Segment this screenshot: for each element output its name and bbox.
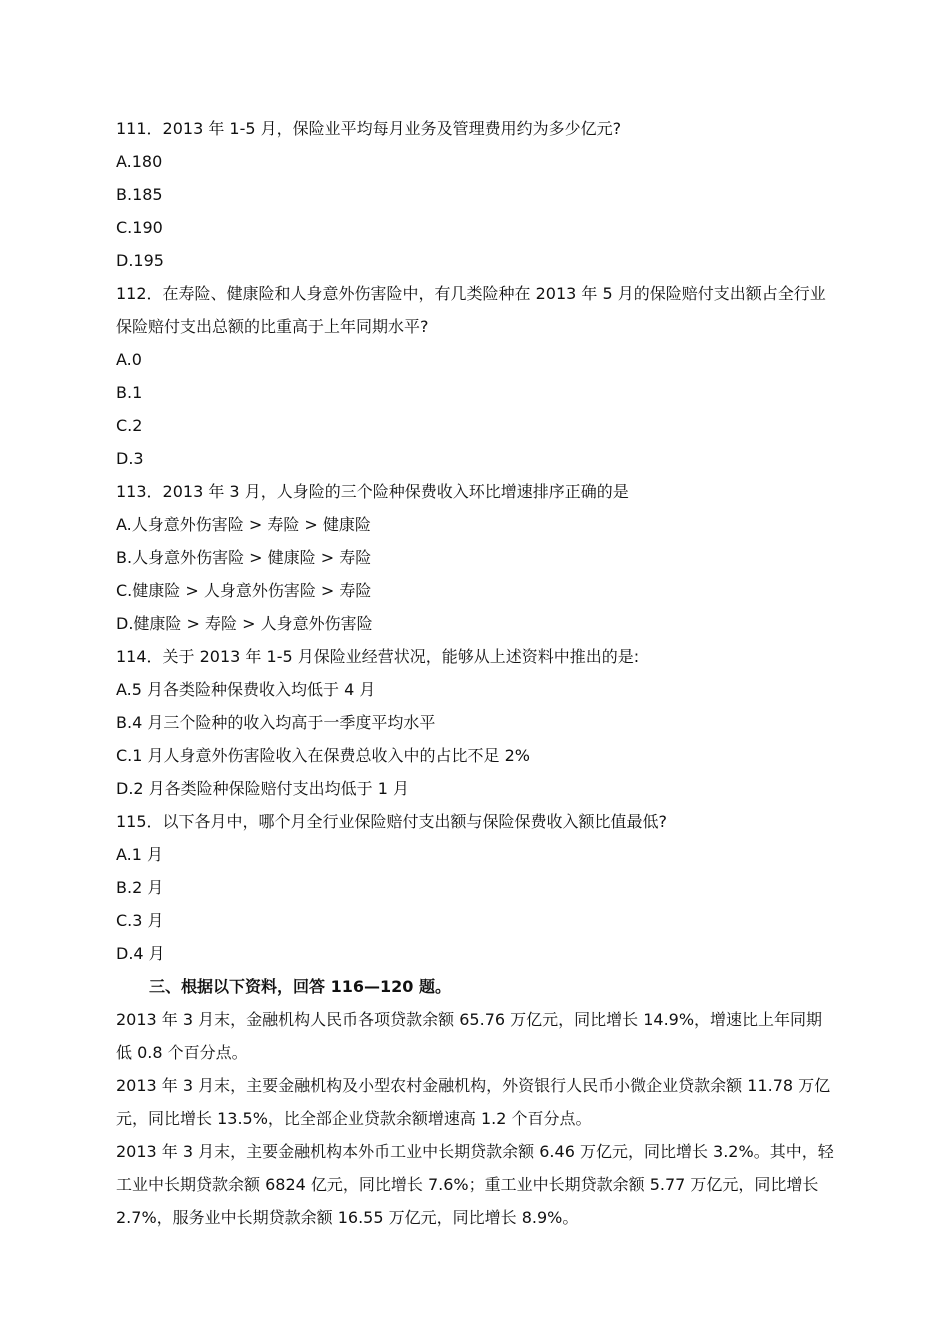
option-c: C.2 [116,416,143,435]
question-111 [116,112,834,277]
option-d: D.195 [116,251,164,270]
section-three [116,970,834,1234]
question-112 [116,277,834,475]
question-stem: 114．关于 2013 年 1-5 月保险业经营状况，能够从上述资料中推出的是: [116,647,640,666]
document-page [116,112,834,1234]
section-paragraph: 2013 年 3 月末，主要金融机构本外币工业中长期贷款余额 6.46 万亿元，同比增长 3.2%。其中，轻工业中长期贷款余额 6824 亿元，同比增长 7.6%；重工业中长期贷款余额 5.77 万亿元，同比增长 2.7%，服务业中长期贷款余额 16.55 万亿元，同比增长 8.9%。 [116,1142,834,1227]
option-a: A.0 [116,350,142,369]
option-b: B.人身意外伤害险 > 健康险 > 寿险 [116,548,372,567]
option-b: B.1 [116,383,143,402]
section-heading: 三、根据以下资料，回答 116—120 题。 [149,977,451,996]
section-paragraph: 2013 年 3 月末，主要金融机构及小型农村金融机构，外资银行人民币小微企业贷款余额 11.78 万亿元，同比增长 13.5%，比全部企业贷款余额增速高 1.2 个百分点。 [116,1076,831,1128]
option-a: A.5 月各类险种保费收入均低于 4 月 [116,680,376,699]
option-c: C.健康险 > 人身意外伤害险 > 寿险 [116,581,372,600]
question-stem: 115．以下各月中，哪个月全行业保险赔付支出额与保险保费收入额比值最低? [116,812,668,831]
option-a: A.人身意外伤害险 > 寿险 > 健康险 [116,515,371,534]
option-c: C.1 月人身意外伤害险收入在保费总收入中的占比不足 2% [116,746,530,765]
option-d: D.2 月各类险种保险赔付支出均低于 1 月 [116,779,410,798]
section-paragraph: 2013 年 3 月末，金融机构人民币各项贷款余额 65.76 万亿元，同比增长 14.9%，增速比上年同期低 0.8 个百分点。 [116,1010,823,1062]
option-c: C.3 月 [116,911,164,930]
question-113 [116,475,834,640]
question-114 [116,640,834,805]
option-a: A.180 [116,152,163,171]
option-b: B.4 月三个险种的收入均高于一季度平均水平 [116,713,436,732]
question-115 [116,805,834,970]
option-a: A.1 月 [116,845,164,864]
option-b: B.185 [116,185,163,204]
option-d: D.健康险 > 寿险 > 人身意外伤害险 [116,614,373,633]
question-stem: 111．2013 年 1-5 月，保险业平均每月业务及管理费用约为多少亿元? [116,119,622,138]
option-c: C.190 [116,218,163,237]
option-d: D.3 [116,449,144,468]
option-b: B.2 月 [116,878,164,897]
question-stem: 112．在寿险、健康险和人身意外伤害险中，有几类险种在 2013 年 5 月的保险赔付支出额占全行业保险赔付支出总额的比重高于上年同期水平? [116,284,826,336]
question-stem: 113．2013 年 3 月，人身险的三个险种保费收入环比增速排序正确的是 [116,482,629,501]
option-d: D.4 月 [116,944,165,963]
